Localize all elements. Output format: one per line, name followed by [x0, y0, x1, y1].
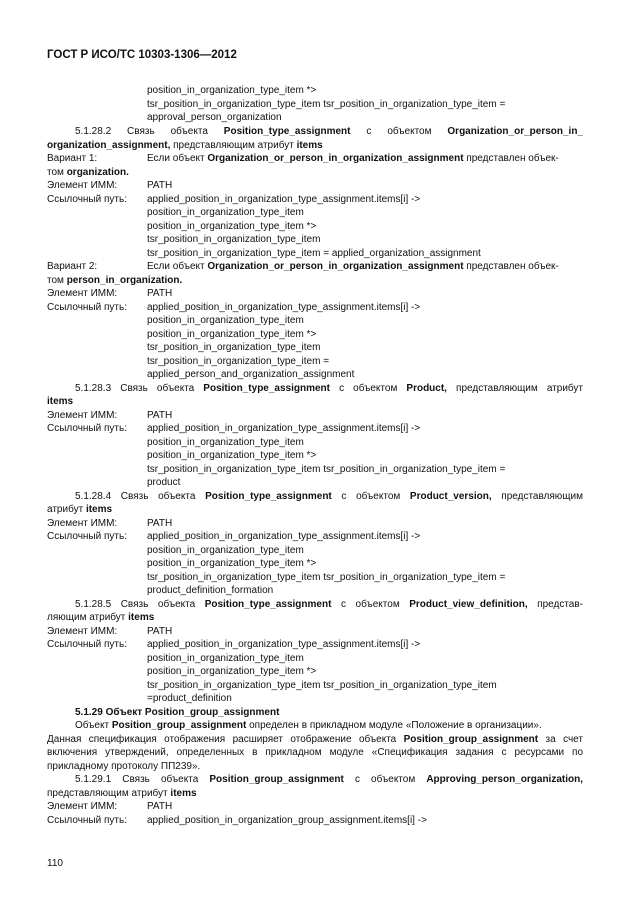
text-line-r4b: [147, 557, 316, 570]
line-text: Если объект: [147, 153, 208, 164]
bold-term: Organization_or_person_in_: [447, 126, 583, 137]
line-body: [147, 814, 427, 827]
text-line-p6d: [47, 760, 200, 773]
text-line-r2d: [147, 355, 329, 368]
bold-term: items: [47, 396, 74, 407]
line-text: с объектом: [331, 599, 410, 610]
text-line-r5d: [147, 692, 232, 705]
bold-term: Position_group_assignment: [209, 774, 344, 785]
line-label: Ссылочный путь:: [47, 639, 127, 650]
line-text: position_in_organization_type_item *>: [147, 221, 317, 232]
text-line-p6b: [47, 733, 583, 746]
line-body: [147, 625, 172, 638]
line-text: ляющим атрибут: [47, 612, 129, 623]
line-label: Элемент ИММ:: [47, 518, 118, 529]
line-label: Ссылочный путь:: [47, 531, 127, 542]
line-text: PATH: [147, 801, 173, 812]
line-label: Элемент ИММ:: [47, 288, 118, 299]
bold-term: organization_assignment,: [47, 140, 171, 151]
text-line-s1: [75, 125, 583, 138]
line-text: applied_position_in_organization_type_assignment.items[i] ->: [147, 423, 421, 434]
text-line-s7b: [47, 787, 197, 800]
line-body: [147, 287, 172, 300]
line-body: [147, 517, 172, 530]
text-line-r4d: [147, 584, 273, 597]
text-line-s7: [75, 773, 583, 786]
line-text: 5.1.28.2 Связь объекта: [75, 126, 224, 137]
text-line-r1b: [147, 220, 316, 233]
line-text: представляющим: [491, 491, 583, 502]
line-body: [147, 301, 420, 314]
line-label: Вариант 1:: [47, 153, 98, 164]
bold-term: organization.: [66, 167, 129, 178]
line-text: прикладному протоколу ПП239».: [47, 761, 201, 772]
line-text: tsr_position_in_organization_type_item tsr_position_in_organization_type_item =: [147, 464, 506, 475]
bold-term: Organization_or_person_in_organization_assignment: [207, 153, 464, 164]
text-line-v2b: [47, 274, 182, 287]
line-text: PATH: [147, 518, 173, 529]
text-line-s4: [75, 490, 583, 503]
bold-term: Position_type_assignment: [205, 491, 332, 502]
line-text: 5.1.28.4 Связь объекта: [75, 491, 206, 502]
line-text: position_in_organization_type_item: [147, 207, 304, 218]
line-text: том: [47, 167, 67, 178]
line-text: Объект: [75, 720, 112, 731]
line-text: applied_position_in_organization_type_assignment.items[i] ->: [147, 302, 421, 313]
bold-term: Position_group_assignment: [403, 734, 539, 745]
line-text: tsr_position_in_organization_type_item: [147, 342, 321, 353]
line-label: Элемент ИММ:: [47, 626, 118, 637]
text-line-r1a: [147, 206, 304, 219]
line-body: [147, 152, 559, 165]
bold-term: Position_type_assignment: [223, 126, 351, 137]
text-line-h6: [75, 706, 279, 719]
text-line-s3: [75, 382, 583, 395]
line-body: [147, 193, 420, 206]
text-line-v1b: [47, 166, 129, 179]
line-label: Элемент ИММ:: [47, 801, 118, 812]
bold-term: Product_view_definition,: [409, 599, 528, 610]
document-header: ГОСТ Р ИСО/ТС 10303-1306—2012: [47, 49, 237, 61]
bold-term: items: [296, 140, 323, 151]
line-text: том: [47, 275, 67, 286]
line-text: представляющим атрибут: [170, 140, 297, 151]
bold-term: items: [128, 612, 155, 623]
text-line-r5c: [147, 679, 497, 692]
line-text: position_in_organization_type_item: [147, 315, 304, 326]
line-text: с объектом: [350, 126, 448, 137]
bold-term: Product,: [406, 383, 447, 394]
line-body: [147, 422, 420, 435]
line-text: tsr_position_in_organization_type_item =: [147, 356, 330, 367]
text-line-r4c: [147, 571, 505, 584]
text-line-r1c: [147, 233, 320, 246]
page-number: 110: [47, 858, 63, 869]
line-body: [147, 530, 420, 543]
line-text: approval_person_organization: [147, 112, 282, 123]
bold-term: items: [85, 504, 113, 515]
text-line-r2e: [147, 368, 354, 381]
line-body: [147, 638, 420, 651]
line-text: tsr_position_in_organization_type_item tsr_position_in_organization_type_item =: [147, 572, 506, 583]
line-label: Вариант 2:: [47, 261, 98, 272]
line-text: tsr_position_in_organization_type_item = applied_organization_assignment: [147, 248, 481, 259]
line-text: PATH: [147, 180, 173, 191]
line-text: tsr_position_in_organization_type_item: [147, 234, 321, 245]
text-line-r2b: [147, 328, 316, 341]
line-body: [147, 409, 172, 422]
text-line-r4a: [147, 544, 304, 557]
line-label: Элемент ИММ:: [47, 410, 118, 421]
text-line-p6c: [47, 746, 583, 759]
text-line-r3c: [147, 463, 505, 476]
line-text: 5.1.28.3 Связь объекта: [75, 383, 204, 394]
text-line-p6: [75, 719, 542, 732]
line-text: position_in_organization_type_item *>: [147, 558, 317, 569]
line-label: Элемент ИММ:: [47, 180, 118, 191]
bold-term: Position_group_assignment: [111, 720, 247, 731]
bold-term: Approving_person_organization,: [426, 774, 583, 785]
line-text: position_in_organization_type_item: [147, 653, 304, 664]
text-line-r5b: [147, 665, 316, 678]
bold-term: person_in_organization.: [66, 275, 183, 286]
bold-term: Organization_or_person_in_organization_assignment: [207, 261, 464, 272]
line-text: position_in_organization_type_item: [147, 545, 304, 556]
text-line-r2a: [147, 314, 304, 327]
text-line-s5b: [47, 611, 154, 624]
line-text: представляющим атрибут: [47, 788, 171, 799]
line-text: applied_position_in_organization_type_assignment.items[i] ->: [147, 639, 421, 650]
text-line-s3b: [47, 395, 73, 408]
line-text: включения утверждений, определенных в прикладном модуле «Спецификация задания с ресурсами по: [47, 747, 583, 758]
line-text: applied_position_in_organization_type_assignment.items[i] ->: [147, 194, 421, 205]
line-text: 5.1.28.5 Связь объекта: [75, 599, 205, 610]
line-text: атрибут: [47, 504, 86, 515]
text-line-r3d: [147, 476, 180, 489]
line-text: tsr_position_in_organization_type_item tsr_position_in_organization_type_item: [147, 680, 497, 691]
line-text: PATH: [147, 288, 173, 299]
line-text: position_in_organization_type_item *>: [147, 450, 317, 461]
line-text: с объектом: [330, 383, 407, 394]
line-text: product_definition_formation: [147, 585, 274, 596]
line-label: Ссылочный путь:: [47, 302, 127, 313]
line-body: [147, 260, 559, 273]
line-text: applied_position_in_organization_type_assignment.items[i] ->: [147, 531, 421, 542]
line-text: представ-: [527, 599, 583, 610]
line-text: Данная спецификация отображения расширяет отображение объекта: [47, 734, 404, 745]
line-text: product: [147, 477, 181, 488]
line-text: представлен объек-: [463, 261, 559, 272]
line-text: PATH: [147, 626, 173, 637]
line-text: applied_position_in_organization_group_assignment.items[i] ->: [147, 815, 427, 826]
line-text: =product_definition: [147, 693, 232, 704]
text-line-a2: [147, 98, 505, 111]
line-text: представляющим атрибут: [446, 383, 583, 394]
bold-term: Position_type_assignment: [204, 599, 332, 610]
text-line-s1b: [47, 139, 323, 152]
line-text: с объектом: [331, 491, 410, 502]
bold-term: Product_version,: [409, 491, 492, 502]
line-text: applied_person_and_organization_assignment: [147, 369, 355, 380]
text-line-a1: [147, 84, 316, 97]
text-line-s4b: [47, 503, 112, 516]
line-text: position_in_organization_type_item *>: [147, 85, 317, 96]
text-line-a3: [147, 111, 282, 124]
line-text: PATH: [147, 410, 173, 421]
line-text: 5.1.29.1 Связь объекта: [75, 774, 210, 785]
line-text: за счет: [538, 734, 583, 745]
line-text: position_in_organization_type_item: [147, 437, 304, 448]
line-body: [147, 800, 172, 813]
text-line-r2c: [147, 341, 320, 354]
line-label: Ссылочный путь:: [47, 815, 127, 826]
text-line-r3a: [147, 436, 304, 449]
line-body: [147, 179, 172, 192]
bold-term: 5.1.29 Объект Position_group_assignment: [75, 707, 280, 718]
text-line-s5: [75, 598, 583, 611]
line-text: определен в прикладном модуле «Положение в организации».: [246, 720, 542, 731]
text-line-r1d: [147, 247, 481, 260]
text-line-r5a: [147, 652, 304, 665]
line-text: position_in_organization_type_item *>: [147, 666, 317, 677]
line-label: Ссылочный путь:: [47, 423, 127, 434]
bold-term: items: [170, 788, 197, 799]
line-text: представлен объек-: [463, 153, 559, 164]
text-line-r3b: [147, 449, 316, 462]
line-text: с объектом: [343, 774, 427, 785]
line-text: position_in_organization_type_item *>: [147, 329, 317, 340]
line-text: tsr_position_in_organization_type_item tsr_position_in_organization_type_item =: [147, 99, 506, 110]
line-label: Ссылочный путь:: [47, 194, 127, 205]
bold-term: Position_type_assignment: [203, 383, 330, 394]
line-text: Если объект: [147, 261, 208, 272]
